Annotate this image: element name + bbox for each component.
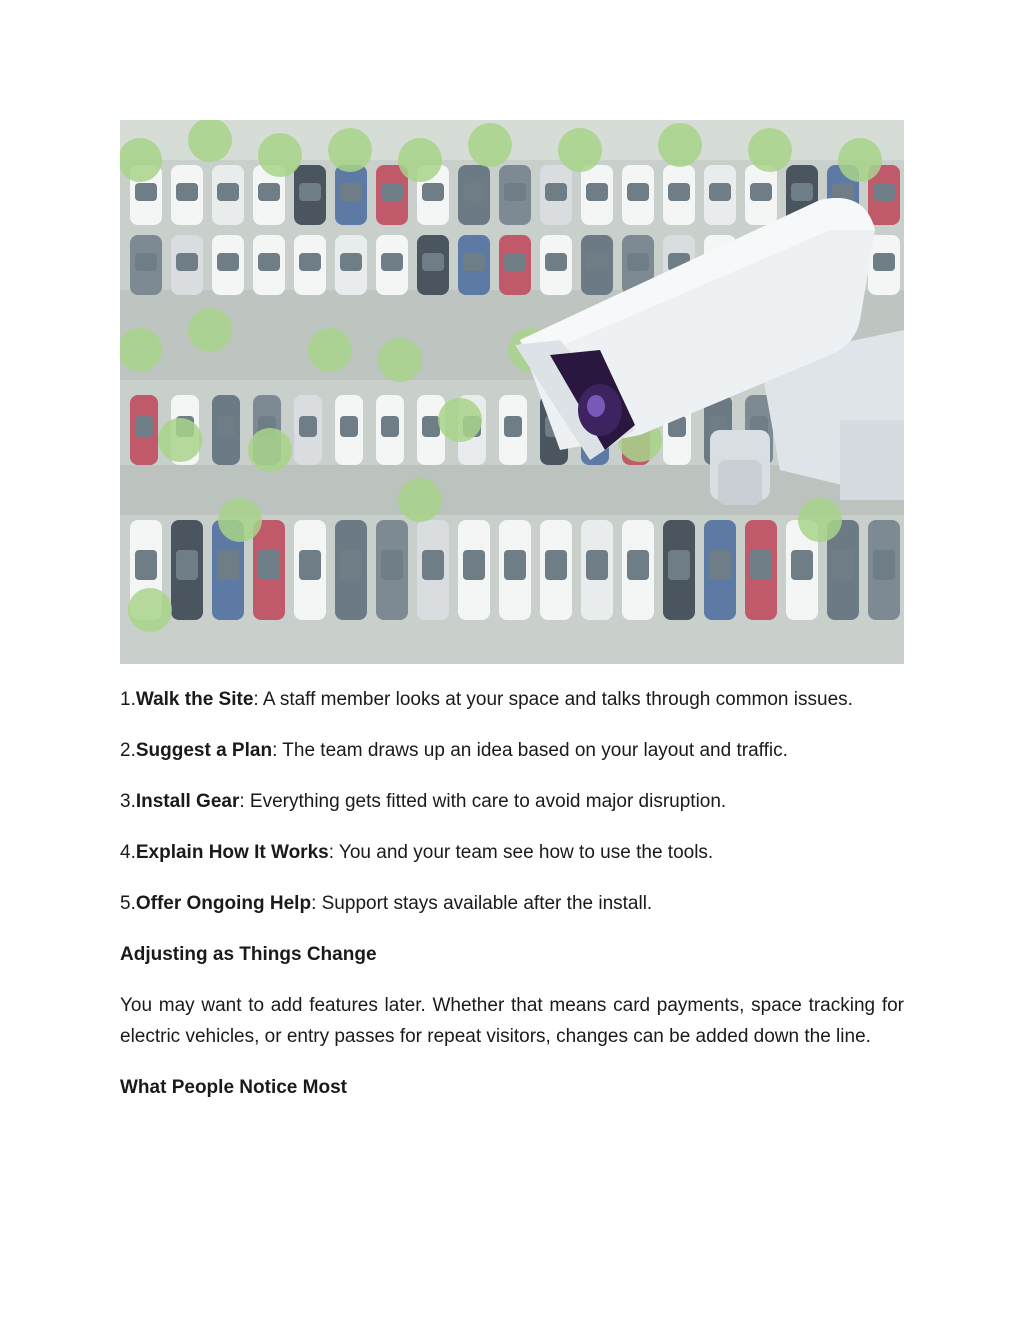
- car-windshield: [381, 253, 403, 271]
- car-windshield: [340, 253, 362, 271]
- tree: [258, 133, 302, 177]
- tree: [798, 498, 842, 542]
- step-title: Suggest a Plan: [135, 740, 273, 761]
- car-windshield: [586, 253, 608, 271]
- car-windshield: [299, 416, 317, 437]
- step-number: 1.: [120, 689, 136, 710]
- step-4: [120, 837, 904, 868]
- tree: [398, 478, 442, 522]
- car-windshield: [832, 550, 854, 580]
- step-text: : A staff member looks at your space and talks through common issues.: [253, 689, 853, 710]
- car-windshield: [709, 183, 731, 201]
- car-windshield: [217, 253, 239, 271]
- section-heading: What People Notice Most: [120, 1077, 347, 1098]
- car-windshield: [750, 183, 772, 201]
- step-number: 2.: [120, 740, 136, 761]
- step-text: : Support stays available after the install.: [311, 893, 653, 914]
- hero-image: [120, 120, 904, 664]
- car-windshield: [586, 183, 608, 201]
- car-windshield: [504, 550, 526, 580]
- car-windshield: [627, 253, 649, 271]
- car-windshield: [668, 183, 690, 201]
- car-windshield: [668, 550, 690, 580]
- car-windshield: [135, 253, 157, 271]
- step-title: Install Gear: [135, 791, 240, 812]
- car-windshield: [545, 183, 567, 201]
- step-text: : Everything gets fitted with care to avoid major disruption.: [239, 791, 727, 812]
- car-windshield: [176, 253, 198, 271]
- document-body: [120, 684, 904, 1123]
- car-windshield: [545, 550, 567, 580]
- step-2: [120, 735, 904, 766]
- car-windshield: [504, 183, 526, 201]
- tree: [838, 138, 882, 182]
- car-windshield: [422, 416, 440, 437]
- tree: [398, 138, 442, 182]
- section-heading: Adjusting as Things Change: [120, 944, 377, 965]
- car-windshield: [545, 253, 567, 271]
- step-number: 3.: [120, 791, 136, 812]
- car-windshield: [463, 253, 485, 271]
- tree: [158, 418, 202, 462]
- car-windshield: [791, 183, 813, 201]
- tree: [120, 138, 162, 182]
- car-windshield: [463, 550, 485, 580]
- tree: [328, 128, 372, 172]
- car-windshield: [381, 416, 399, 437]
- step-number: 4.: [120, 842, 136, 863]
- car-windshield: [709, 550, 731, 580]
- car-windshield: [340, 550, 362, 580]
- car-windshield: [135, 550, 157, 580]
- tree: [308, 328, 352, 372]
- car-windshield: [217, 183, 239, 201]
- tree: [248, 428, 292, 472]
- car-windshield: [504, 253, 526, 271]
- section-paragraph: You may want to add features later. Whether that means card payments, space tracking for electric vehicles, or entry passes for repeat visitors, changes can be added down the line.: [120, 995, 904, 1047]
- tree: [378, 338, 422, 382]
- car-windshield: [873, 550, 895, 580]
- car-windshield: [217, 416, 235, 437]
- car-windshield: [463, 183, 485, 201]
- car-windshield: [176, 550, 198, 580]
- car-windshield: [627, 550, 649, 580]
- tree: [188, 308, 232, 352]
- car-windshield: [217, 550, 239, 580]
- car-windshield: [340, 416, 358, 437]
- tree: [468, 123, 512, 167]
- car-windshield: [299, 550, 321, 580]
- car-windshield: [586, 550, 608, 580]
- car-windshield: [135, 183, 157, 201]
- car-windshield: [791, 550, 813, 580]
- car-windshield: [873, 183, 895, 201]
- car-windshield: [504, 416, 522, 437]
- step-number: 5.: [120, 893, 136, 914]
- tree: [658, 123, 702, 167]
- car-windshield: [750, 550, 772, 580]
- car-windshield: [422, 550, 444, 580]
- car-windshield: [299, 253, 321, 271]
- car-windshield: [873, 253, 895, 271]
- step-title: Walk the Site: [135, 689, 254, 710]
- car-windshield: [258, 550, 280, 580]
- car-windshield: [627, 183, 649, 201]
- car-windshield: [422, 253, 444, 271]
- tree: [218, 498, 262, 542]
- tree: [188, 120, 232, 162]
- tree: [438, 398, 482, 442]
- step-title: Explain How It Works: [135, 842, 329, 863]
- car-windshield: [381, 550, 403, 580]
- car-windshield: [258, 183, 280, 201]
- car-windshield: [381, 183, 403, 201]
- step-text: : The team draws up an idea based on your layout and traffic.: [272, 740, 788, 761]
- step-3: [120, 786, 904, 817]
- step-1: [120, 684, 904, 715]
- step-5: [120, 888, 904, 919]
- tree: [558, 128, 602, 172]
- tree: [128, 588, 172, 632]
- parking-lot-camera-illustration: [120, 120, 904, 664]
- car-windshield: [340, 183, 362, 201]
- tree: [748, 128, 792, 172]
- car-windshield: [258, 253, 280, 271]
- tree: [120, 328, 162, 372]
- car-windshield: [176, 183, 198, 201]
- car-windshield: [135, 416, 153, 437]
- car-windshield: [422, 183, 444, 201]
- car-windshield: [299, 183, 321, 201]
- step-title: Offer Ongoing Help: [135, 893, 312, 914]
- step-text: : You and your team see how to use the tools.: [328, 842, 714, 863]
